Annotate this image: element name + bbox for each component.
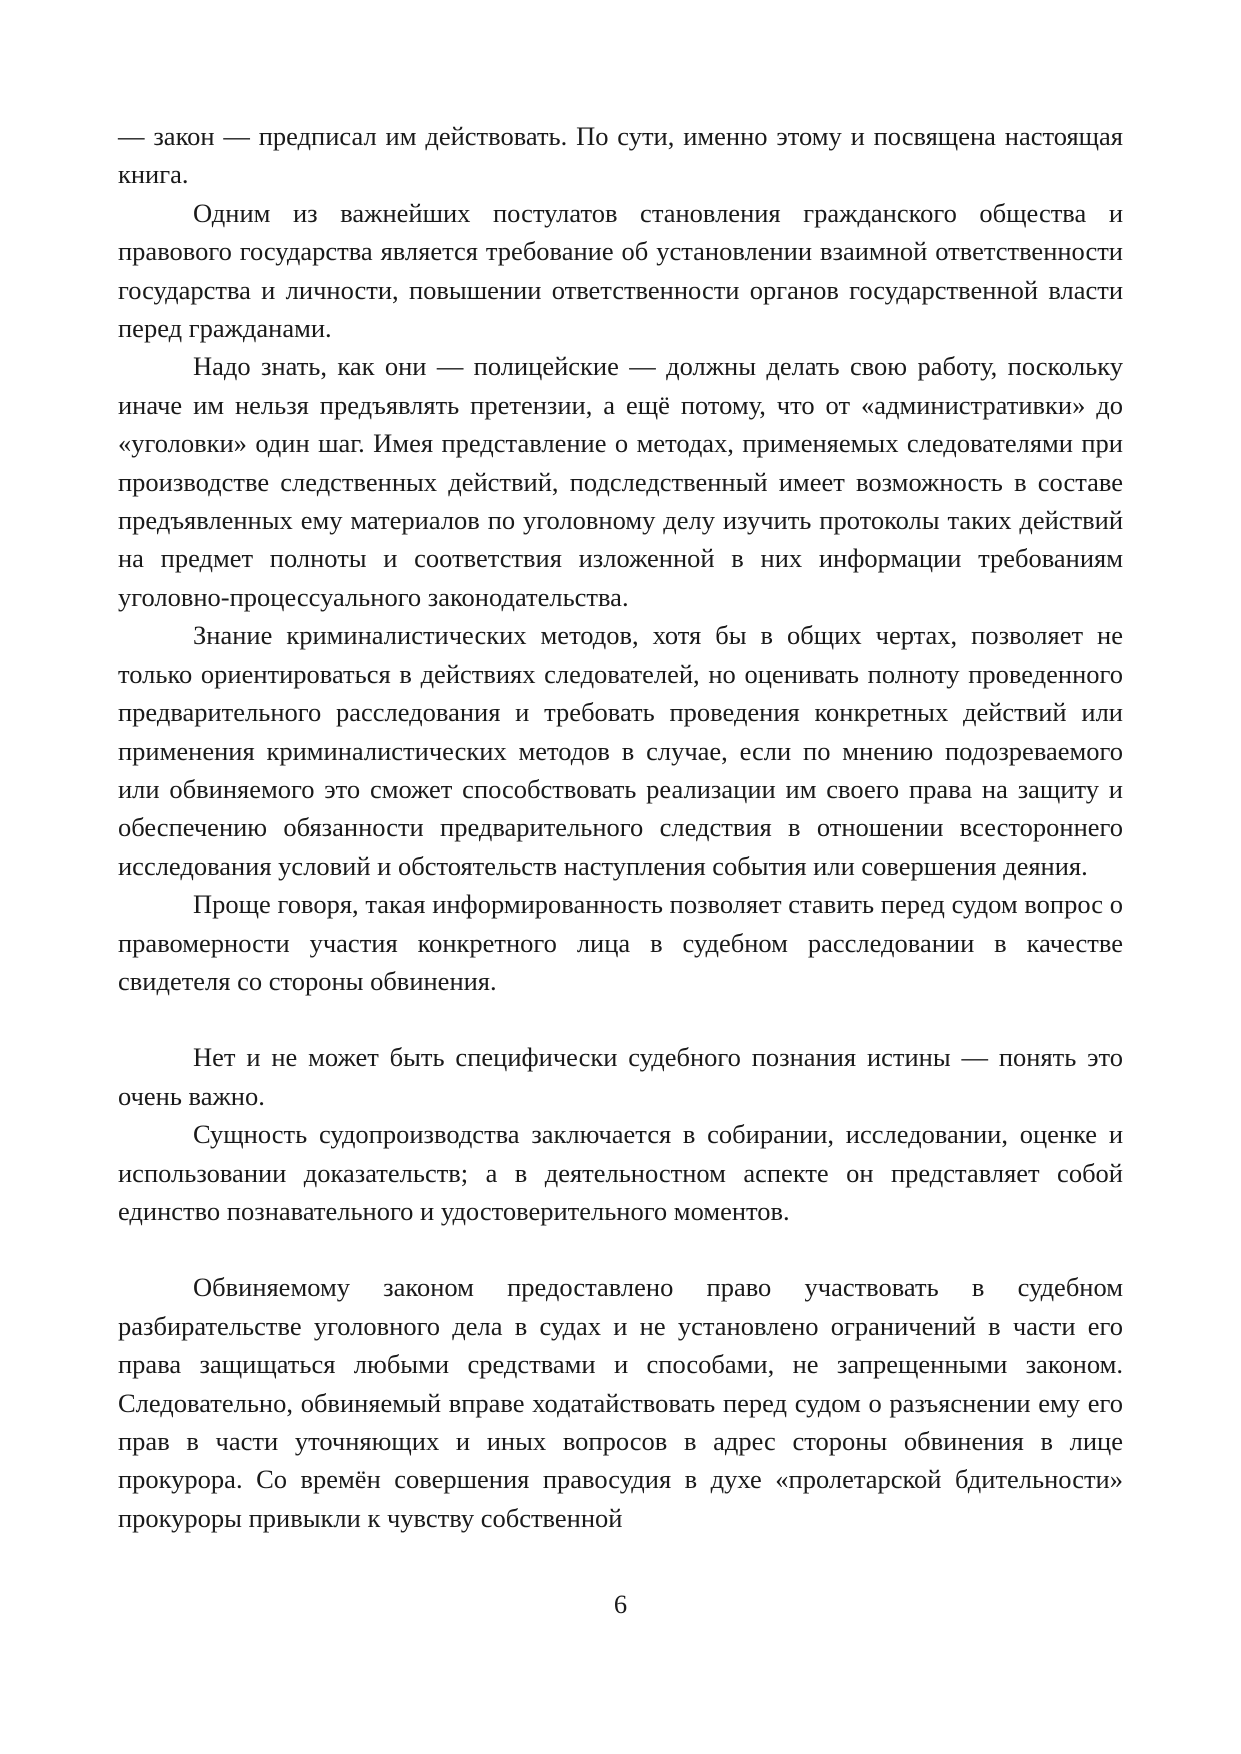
- body-text: [118, 117, 1123, 1537]
- paragraph-proceedings-essence: Сущность судопроизводства заключается в собирании, исследовании, оценке и использовании доказательств; а в деятельностном аспекте он представляет собой единство познавательного и удостоверительного моментов.: [118, 1119, 1123, 1226]
- paragraph-truth: Нет и не может быть специфически судебного познания истины — понять это очень важно.: [118, 1042, 1123, 1111]
- paragraph-forensic-methods: Знание криминалистических методов, хотя бы в общих чертах, позволяет не только ориентироваться в действиях следователей, но оценивать полноту проведенного предварительного расследования и требовать проведения конкретных действий или применения криминалистических методов в случае, если по мнению подозреваемого или обвиняемого это сможет способствовать реализации им своего права на защиту и обеспечению обязанности предварительного следствия в отношении всестороннего исследования условий и обстоятельств наступления события или совершения деяния.: [118, 620, 1123, 881]
- paragraph-accused-rights: Обвиняемому законом предоставлено право участвовать в судебном разбирательстве уголовного дела в судах и не установлено ограничений в части его права защищаться любыми средствами и способами, не запрещенными законом. Следовательно, обвиняемый вправе ходатайствовать перед судом о разъяснении ему его прав в части уточняющих и иных вопросов в адрес стороны обвинения в лице прокурора. Со времён совершения правосудия в духе «пролетарской бдительности» прокуроры привыкли к чувству собственной: [118, 1272, 1123, 1533]
- paragraph-continuation: — закон — предписал им действовать. По сути, именно этому и посвящена настоящая книга.: [118, 121, 1123, 190]
- paragraph-informedness: Проще говоря, такая информированность позволяет ставить перед судом вопрос о правомерности участия конкретного лица в судебном расследовании в качестве свидетеля со стороны обвинения.: [118, 889, 1123, 996]
- paragraph-police-work: Надо знать, как они — полицейские — должны делать свою работу, поскольку иначе им нельзя предъявлять претензии, а ещё потому, что от «административки» до «уголовки» один шаг. Имея представление о методах, применяемых следователями при производстве следственных действий, подследственный имеет возможность в составе предъявленных ему материалов по уголовному делу изучить протоколы таких действий на предмет полноты и соответствия изложенной в них информации требованиям уголовно-процессуального законодательства.: [118, 351, 1123, 612]
- page-number: 6: [613, 1589, 628, 1619]
- paragraph-civil-society: Одним из важнейших постулатов становления гражданского общества и правового государства является требование об установлении взаимной ответственности государства и личности, повышении ответственности органов государственной власти перед гражданами.: [118, 197, 1123, 344]
